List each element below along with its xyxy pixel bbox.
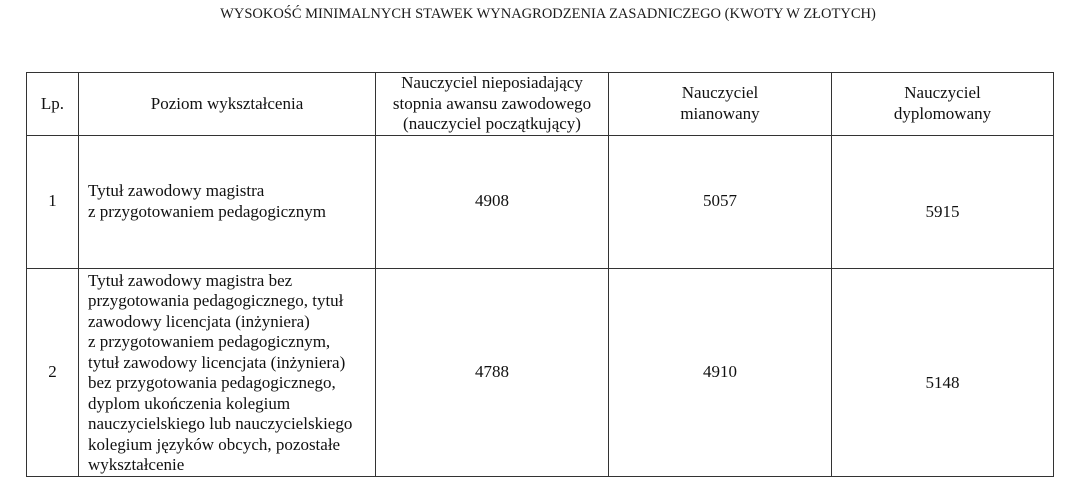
certified-salary: 5915: [832, 135, 1054, 268]
row-number: 2: [27, 268, 79, 476]
appointed-salary: 5057: [609, 135, 832, 268]
appointed-salary: 4910: [609, 268, 832, 476]
table-header-row: [27, 73, 1054, 136]
table-row: [27, 268, 1054, 476]
beginner-salary: 4908: [376, 135, 609, 268]
header-education-level: Poziom wykształcenia: [79, 73, 376, 136]
document-title: WYSOKOŚĆ MINIMALNYCH STAWEK WYNAGRODZENIA ZASADNICZEGO (KWOTY W ZŁOTYCH): [220, 6, 876, 22]
header-lp: Lp.: [27, 73, 79, 136]
header-beginner-teacher: Nauczyciel nieposiadający stopnia awansu zawodowego (nauczyciel początkujący): [376, 73, 609, 136]
header-appointed-teacher: Nauczyciel mianowany: [609, 73, 832, 136]
row-number: 1: [27, 135, 79, 268]
education-level-cell: Tytuł zawodowy magistra bez przygotowania pedagogicznego, tytuł zawodowy licencjata (inżyniera) z przygotowaniem pedagogicznym, tytuł zawodowy licencjata (inżyniera) bez przygotowania pedagogicznego, dyplom ukończenia kolegium nauczycielskiego lub nauczycielskiego kolegium języków obcych, pozostałe wykształcenie: [79, 268, 376, 476]
beginner-salary: 4788: [376, 268, 609, 476]
salary-table: [26, 72, 1054, 477]
certified-salary: 5148: [832, 268, 1054, 476]
table-row: [27, 135, 1054, 268]
header-certified-teacher: Nauczyciel dyplomowany: [832, 73, 1054, 136]
education-level-cell: Tytuł zawodowy magistra z przygotowaniem pedagogicznym: [79, 135, 376, 268]
